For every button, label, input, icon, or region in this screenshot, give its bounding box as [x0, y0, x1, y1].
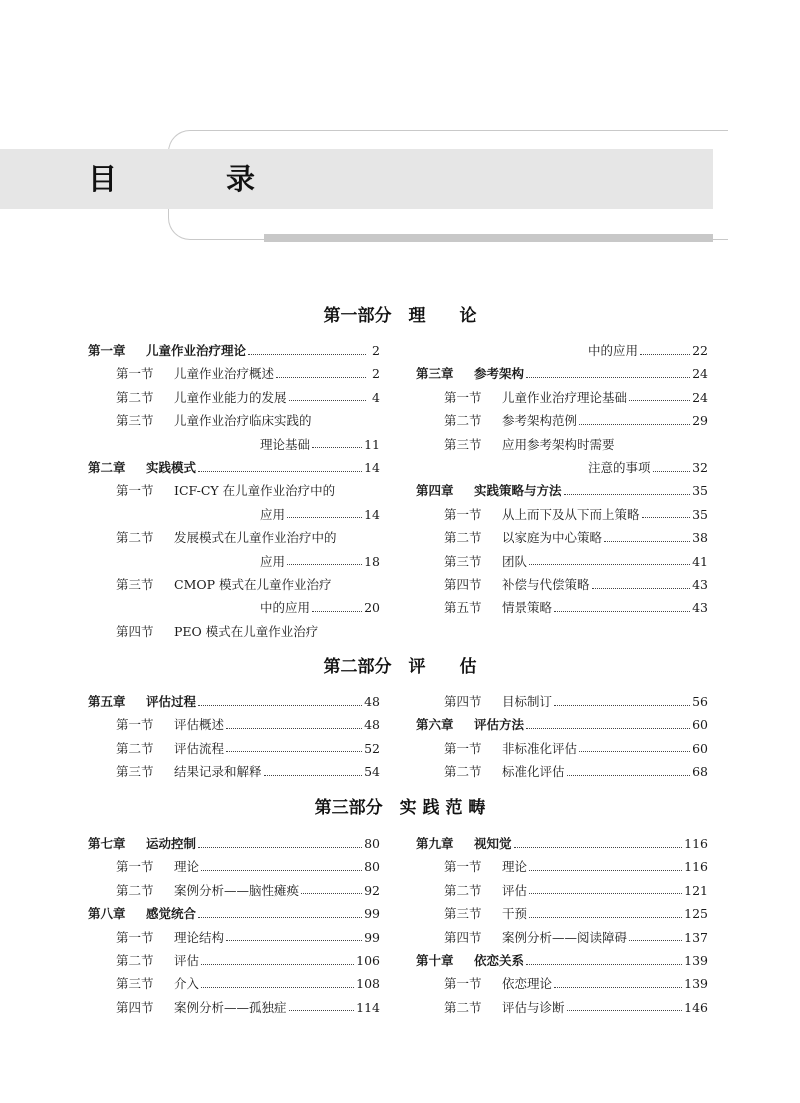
toc-leader-dots	[567, 774, 691, 776]
toc-page-number: 68	[692, 764, 708, 780]
toc-section-entry[interactable]	[88, 996, 380, 1019]
toc-leader-dots	[312, 610, 362, 612]
toc-section-entry[interactable]	[416, 879, 708, 902]
toc-page-number: 43	[692, 600, 708, 616]
toc-page-number: 2	[372, 366, 380, 382]
toc-entry-label: 第二节	[444, 530, 482, 546]
toc-leader-dots	[529, 916, 682, 918]
toc-section-entry[interactable]	[88, 949, 380, 972]
toc-entry-label: 第七章	[88, 836, 126, 851]
toc-entry-title: 从上而下及从下而上策略	[502, 506, 640, 522]
toc-page-number: 139	[684, 952, 708, 968]
toc-leader-dots	[554, 986, 682, 988]
toc-entry-title: 评估	[502, 882, 528, 898]
toc-section-entry[interactable]	[416, 690, 708, 713]
toc-section-entry[interactable]	[88, 620, 380, 643]
toc-entry-label: 第一节	[116, 366, 154, 382]
toc-entry-title: 运动控制	[146, 836, 197, 851]
toc-page-number: 2	[372, 343, 380, 358]
toc-page-number: 14	[364, 506, 380, 522]
toc-section-entry[interactable]	[416, 550, 708, 573]
toc-leader-dots	[554, 704, 690, 706]
toc-entry-label: 第二节	[116, 882, 154, 898]
toc-page-number: 54	[364, 764, 380, 780]
toc-entry-title: 中的应用	[260, 600, 311, 616]
toc-entry-title: 发展模式在儿童作业治疗中的	[174, 530, 337, 546]
toc-section-entry[interactable]	[416, 996, 708, 1019]
toc-page-number: 11	[364, 436, 380, 452]
toc-entry-title: CMOP 模式在儿童作业治疗	[174, 576, 332, 592]
toc-entry-label: 第三节	[444, 906, 482, 922]
toc-page-number: 35	[692, 506, 708, 522]
toc-entry-label: 第一节	[444, 389, 482, 405]
toc-leader-dots	[629, 939, 682, 941]
toc-page-number: 146	[684, 999, 708, 1015]
toc-page-number: 4	[372, 389, 380, 405]
toc-leader-dots	[526, 727, 690, 729]
toc-section-entry[interactable]	[502, 339, 708, 362]
toc-entry-label: 第一节	[116, 859, 154, 875]
toc-entry-label: 第十章	[416, 952, 454, 968]
toc-section-entry[interactable]	[88, 855, 380, 878]
toc-entry-title: 视知觉	[474, 836, 512, 851]
toc-entry-title: 注意的事项	[588, 459, 651, 475]
toc-leader-dots	[301, 892, 362, 894]
toc-entry-label: 第一节	[116, 483, 154, 499]
toc-page-number: 108	[356, 976, 380, 992]
toc-entry-label: 第三节	[116, 576, 154, 592]
toc-chapter-entry[interactable]	[416, 713, 708, 736]
toc-entry-label: 第九章	[416, 836, 454, 851]
toc-entry-title: 儿童作业能力的发展	[174, 389, 287, 405]
toc-leader-dots	[289, 1009, 355, 1011]
toc-section-entry[interactable]	[416, 972, 708, 995]
toc-entry-label: 第一节	[444, 976, 482, 992]
toc-entry-title: 应用	[260, 506, 286, 522]
toc-page-number: 137	[684, 929, 708, 945]
toc-entry-label: 第八章	[88, 906, 126, 922]
toc-entry-label: 第四节	[444, 929, 482, 945]
toc-section-entry[interactable]	[88, 526, 380, 549]
toc-leader-dots	[554, 610, 690, 612]
toc-entry-title: PEO 模式在儿童作业治疗	[174, 623, 319, 639]
toc-section-entry[interactable]	[416, 526, 708, 549]
toc-entry-title: 标准化评估	[502, 764, 565, 780]
toc-page-number: 18	[364, 553, 380, 569]
toc-section-entry[interactable]	[174, 433, 380, 456]
toc-column-left	[88, 339, 380, 643]
toc-page-number: 116	[684, 836, 708, 851]
toc-entry-title: 儿童作业治疗理论基础	[502, 389, 628, 405]
toc-page-number: 80	[364, 859, 380, 875]
toc-page-number: 48	[364, 717, 380, 733]
toc-entry-label: 第一节	[444, 506, 482, 522]
toc-section-entry[interactable]	[88, 926, 380, 949]
toc-section-entry[interactable]	[88, 713, 380, 736]
toc-leader-dots	[201, 869, 362, 871]
toc-entry-title: 评估流程	[174, 740, 225, 756]
toc-entry-title: 评估过程	[146, 694, 197, 709]
toc-section-entry[interactable]	[88, 479, 380, 502]
toc-leader-dots	[198, 916, 362, 918]
toc-leader-dots	[287, 563, 362, 565]
toc-column-left	[88, 690, 380, 784]
toc-section-entry[interactable]	[88, 972, 380, 995]
toc-page-number: 43	[692, 576, 708, 592]
toc-page-number: 80	[364, 836, 380, 851]
toc-page-number: 116	[684, 859, 708, 875]
toc-page-number: 24	[692, 389, 708, 405]
toc-column-left	[88, 832, 380, 1019]
toc-entry-title: 理论结构	[174, 929, 225, 945]
toc-section-entry[interactable]	[416, 902, 708, 925]
toc-entry-title: 儿童作业治疗概述	[174, 366, 275, 382]
toc-entry-label: 第四章	[416, 483, 454, 499]
toc-leader-dots	[579, 423, 690, 425]
toc-entry-label: 第三节	[116, 976, 154, 992]
toc-page-number: 20	[364, 600, 380, 616]
toc-entry-label: 第一节	[444, 859, 482, 875]
toc-entry-title: 参考架构	[474, 366, 525, 382]
toc-leader-dots	[201, 986, 354, 988]
toc-entry-title: 实践策略与方法	[474, 483, 562, 499]
toc-entry-label: 第二节	[444, 764, 482, 780]
toc-section-entry[interactable]	[416, 855, 708, 878]
toc-leader-dots	[640, 353, 690, 355]
toc-entry-label: 第三节	[444, 436, 482, 452]
toc-section-entry[interactable]	[174, 596, 380, 619]
toc-entry-label: 第二节	[116, 389, 154, 405]
toc-section-entry[interactable]	[416, 926, 708, 949]
toc-section-entry[interactable]	[416, 737, 708, 760]
toc-page-number: 99	[364, 929, 380, 945]
part-heading: 第一部分 理 论	[323, 306, 477, 326]
header-accent-bar	[264, 234, 713, 242]
toc-leader-dots	[198, 470, 362, 472]
toc-entry-title: 团队	[502, 553, 528, 569]
toc-entry-label: 第四节	[116, 999, 154, 1015]
toc-leader-dots	[579, 750, 690, 752]
part-heading: 第二部分 评 估	[323, 657, 477, 677]
toc-entry-title: 感觉统合	[146, 906, 197, 922]
toc-entry-title: 案例分析——孤独症	[174, 999, 287, 1015]
toc-leader-dots	[653, 470, 691, 472]
toc-page-number: 139	[684, 976, 708, 992]
toc-leader-dots	[287, 516, 362, 518]
toc-leader-dots	[526, 963, 682, 965]
toc-section-entry[interactable]	[88, 737, 380, 760]
toc-entry-title: 理论	[502, 859, 528, 875]
toc-entry-label: 第一节	[444, 740, 482, 756]
toc-entry-label: 第三节	[116, 764, 154, 780]
toc-chapter-entry[interactable]	[88, 339, 380, 362]
toc-section-entry[interactable]	[416, 503, 708, 526]
toc-entry-label: 第一章	[88, 343, 126, 358]
toc-entry-title: 案例分析——脑性瘫痪	[174, 882, 300, 898]
toc-section-entry[interactable]	[416, 596, 708, 619]
toc-entry-title: 非标准化评估	[502, 740, 578, 756]
toc-entry-title: 介入	[174, 976, 200, 992]
toc-leader-dots	[604, 540, 690, 542]
toc-leader-dots	[198, 704, 362, 706]
toc-section-entry[interactable]	[502, 456, 708, 479]
toc-leader-dots	[564, 493, 691, 495]
toc-leader-dots	[248, 353, 366, 355]
toc-entry-title: 中的应用	[588, 343, 639, 358]
toc-leader-dots	[276, 376, 366, 378]
toc-section-entry[interactable]	[88, 362, 380, 385]
part-heading: 第三部分 实 践 范 畴	[314, 798, 486, 818]
toc-entry-title: 情景策略	[502, 600, 553, 616]
toc-leader-dots	[526, 376, 690, 378]
toc-section-entry[interactable]	[88, 879, 380, 902]
toc-entry-title: 依恋理论	[502, 976, 553, 992]
toc-section-entry[interactable]	[416, 386, 708, 409]
toc-entry-label: 第二节	[116, 952, 154, 968]
toc-chapter-entry[interactable]	[416, 362, 708, 385]
toc-page-number: 60	[692, 740, 708, 756]
toc-entry-title: 参考架构范例	[502, 413, 578, 429]
toc-entry-title: ICF-CY 在儿童作业治疗中的	[174, 483, 336, 499]
toc-section-entry[interactable]	[88, 386, 380, 409]
toc-section-entry[interactable]	[416, 760, 708, 783]
toc-section-entry[interactable]	[88, 573, 380, 596]
toc-entry-label: 第三节	[444, 553, 482, 569]
toc-page-number: 48	[364, 694, 380, 709]
toc-chapter-entry[interactable]	[416, 949, 708, 972]
toc-entry-label: 第二节	[116, 740, 154, 756]
toc-entry-title: 实践模式	[146, 459, 197, 475]
toc-entry-title: 应用参考架构时需要	[502, 436, 615, 452]
toc-entry-label: 第二章	[88, 459, 126, 475]
toc-page-number: 22	[692, 343, 708, 358]
toc-entry-label: 第六章	[416, 717, 454, 733]
toc-page-number: 99	[364, 906, 380, 922]
toc-entry-label: 第四节	[444, 694, 482, 709]
toc-leader-dots	[529, 892, 682, 894]
toc-entry-title: 评估概述	[174, 717, 225, 733]
toc-leader-dots	[529, 869, 682, 871]
toc-section-entry[interactable]	[416, 433, 708, 456]
toc-page-number: 35	[692, 483, 708, 499]
toc-section-entry[interactable]	[174, 503, 380, 526]
toc-leader-dots	[592, 587, 691, 589]
toc-entry-label: 第三节	[116, 413, 154, 429]
toc-entry-label: 第四节	[116, 623, 154, 639]
toc-entry-title: 理论基础	[260, 436, 311, 452]
toc-leader-dots	[264, 774, 363, 776]
toc-section-entry[interactable]	[174, 550, 380, 573]
toc-column-right	[416, 690, 708, 784]
toc-entry-label: 第五节	[444, 600, 482, 616]
toc-page-number: 92	[364, 882, 380, 898]
toc-page-number: 32	[692, 459, 708, 475]
toc-leader-dots	[201, 963, 354, 965]
toc-entry-label: 第二节	[444, 413, 482, 429]
toc-chapter-entry[interactable]	[88, 690, 380, 713]
toc-leader-dots	[629, 399, 690, 401]
toc-page-number: 14	[364, 459, 380, 475]
toc-column-right	[416, 339, 708, 620]
toc-entry-title: 儿童作业治疗理论	[146, 343, 247, 358]
toc-section-entry[interactable]	[88, 760, 380, 783]
toc-entry-title: 结果记录和解释	[174, 764, 262, 780]
toc-page-number: 106	[356, 952, 380, 968]
toc-entry-title: 案例分析——阅读障碍	[502, 929, 628, 945]
toc-column-right	[416, 832, 708, 1019]
toc-leader-dots	[529, 563, 690, 565]
toc-page-number: 41	[692, 553, 708, 569]
toc-entry-label: 第一节	[116, 929, 154, 945]
toc-page-number: 60	[692, 717, 708, 733]
toc-chapter-entry[interactable]	[88, 832, 380, 855]
toc-page-number: 29	[692, 413, 708, 429]
toc-entry-label: 第四节	[444, 576, 482, 592]
toc-page-number: 38	[692, 530, 708, 546]
toc-entry-title: 评估方法	[474, 717, 525, 733]
toc-entry-title: 干预	[502, 906, 528, 922]
toc-entry-title: 理论	[174, 859, 200, 875]
toc-entry-label: 第二节	[444, 882, 482, 898]
toc-leader-dots	[567, 1009, 683, 1011]
toc-page-number: 125	[684, 906, 708, 922]
toc-entry-title: 评估	[174, 952, 200, 968]
toc-leader-dots	[514, 846, 683, 848]
toc-entry-title: 以家庭为中心策略	[502, 530, 603, 546]
toc-leader-dots	[642, 516, 691, 518]
toc-leader-dots	[226, 750, 362, 752]
toc-chapter-entry[interactable]	[416, 832, 708, 855]
toc-entry-label: 第一节	[116, 717, 154, 733]
toc-leader-dots	[312, 446, 362, 448]
toc-section-entry[interactable]	[88, 409, 380, 432]
toc-entry-label: 第二节	[116, 530, 154, 546]
toc-page-number: 52	[364, 740, 380, 756]
toc-page-number: 56	[692, 694, 708, 709]
toc-leader-dots	[198, 846, 362, 848]
toc-entry-label: 第二节	[444, 999, 482, 1015]
toc-page-number: 24	[692, 366, 708, 382]
toc-leader-dots	[226, 939, 362, 941]
toc-entry-title: 应用	[260, 553, 286, 569]
toc-section-entry[interactable]	[416, 573, 708, 596]
toc-leader-dots	[289, 399, 366, 401]
toc-page-number: 114	[356, 999, 380, 1015]
toc-entry-label: 第五章	[88, 694, 126, 709]
toc-page-number: 121	[684, 882, 708, 898]
toc-entry-title: 评估与诊断	[502, 999, 565, 1015]
page-title: 目 录	[88, 162, 296, 196]
toc-chapter-entry[interactable]	[88, 456, 380, 479]
toc-section-entry[interactable]	[416, 409, 708, 432]
toc-entry-title: 目标制订	[502, 694, 553, 709]
toc-entry-label: 第三章	[416, 366, 454, 382]
toc-chapter-entry[interactable]	[416, 479, 708, 502]
toc-chapter-entry[interactable]	[88, 902, 380, 925]
toc-leader-dots	[226, 727, 362, 729]
toc-entry-title: 补偿与代偿策略	[502, 576, 590, 592]
toc-entry-title: 儿童作业治疗临床实践的	[174, 413, 312, 429]
toc-entry-title: 依恋关系	[474, 952, 525, 968]
